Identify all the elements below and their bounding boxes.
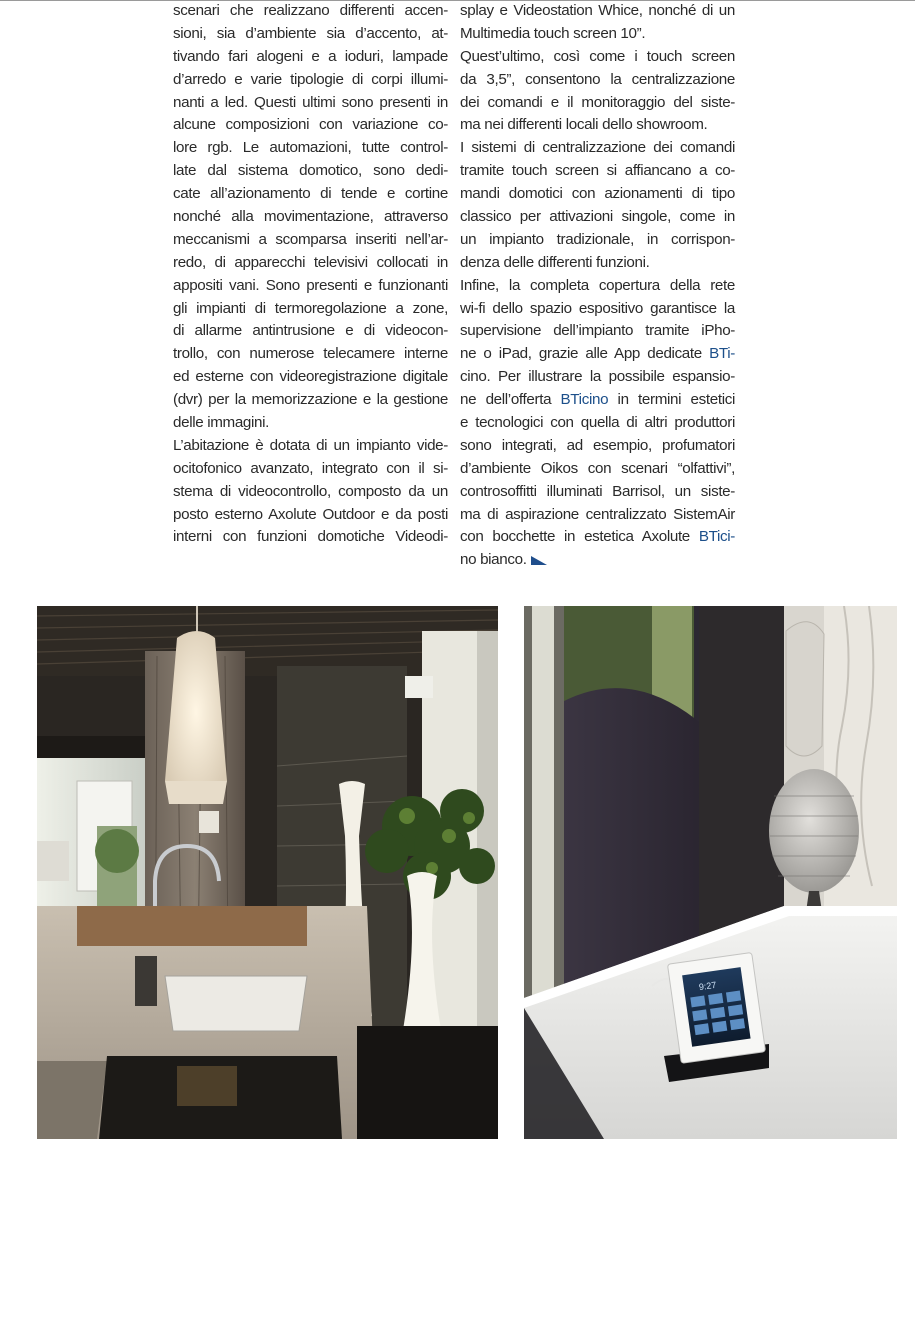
article-line: lore rgb. Le automazioni, tutte control- [173, 139, 448, 157]
article-line: sioni, sia d’ambiente sia d’accento, at- [173, 24, 448, 42]
article-line: e tecnologici con quella di altri produttori [460, 414, 735, 432]
article-line: redo, di apparecchi televisivi collocati in [173, 253, 448, 271]
article-line: un impianto tradizionale, in corrispon- [460, 230, 735, 248]
article-line: classico per attivazioni singole, come in [460, 208, 735, 226]
article-line: supervisione dell’impianto tramite iPho- [460, 322, 735, 340]
touch-screen-photo [524, 606, 897, 1139]
article-line: scenari che realizzano differenti accen- [173, 2, 448, 19]
article-line: L’abitazione è dotata di un impianto vide- [173, 436, 448, 454]
article-line: alcune composizioni con variazione co- [173, 116, 448, 134]
article-line: tivando fari alogeni e a ioduri, lampade [173, 47, 448, 65]
article-line: cate all’azionamento di tende e cortine [173, 185, 448, 203]
article-line: no bianco. [460, 549, 735, 572]
article-line: ne o iPad, grazie alle App dedicate BTi- [460, 345, 735, 363]
article-column-left [173, 0, 448, 549]
article-line: mandi domotici con azionamenti di tipo [460, 185, 735, 203]
article-line: ma di aspirazione centralizzato SistemAir [460, 505, 735, 523]
article-line: nonché alla movimentazione, attraverso [173, 208, 448, 226]
article-line: cino. Per illustrare la possibile espansio- [460, 368, 735, 386]
article-line: controsoffitti illuminati Barrisol, un siste- [460, 482, 735, 500]
article-line: Infine, la completa copertura della rete [460, 276, 735, 294]
kitchen-interior-photo [37, 606, 498, 1139]
article-line: di allarme antintrusione e di videocon- [173, 322, 448, 340]
article-line: Quest’ultimo, così come i touch screen [460, 47, 735, 65]
article-line: posto esterno Axolute Outdoor e da posti [173, 505, 448, 523]
article-line: da 3,5”, consentono la centralizzazione [460, 70, 735, 88]
top-rule [0, 0, 915, 1]
article-line: meccanismi a scomparsa inseriti nell’ar- [173, 230, 448, 248]
article-line: sono integrati, ad esempio, profumatori [460, 436, 735, 454]
touch-screen-readout: 9:27 [698, 979, 717, 993]
article-line: ed esterne con videoregistrazione digitale [173, 368, 448, 386]
article-line: denza delle differenti funzioni. [460, 253, 650, 271]
article-line: (dvr) per la memorizzazione e la gestione [173, 391, 448, 409]
article-line: dei comandi e il monitoraggio del siste- [460, 93, 735, 111]
article-line: nanti a led. Questi ultimi sono presenti in [173, 93, 448, 111]
article-line: con bocchette in estetica Axolute BTici- [460, 528, 735, 546]
article-line: ma nei differenti locali dello showroom. [460, 116, 708, 134]
article-line: I sistemi di centralizzazione dei comandi [460, 139, 735, 157]
article-line: splay e Videostation Whice, nonché di un [460, 2, 735, 19]
end-of-article-icon [531, 556, 547, 565]
article-line: Multimedia touch screen 10”. [460, 24, 646, 42]
article-line: ocitofonico avanzato, integrato con il si- [173, 459, 448, 477]
article-column-right [460, 0, 735, 572]
article-line: delle immagini. [173, 414, 270, 432]
article-line: d’ambiente Oikos con scenari “olfattivi”, [460, 459, 735, 477]
article-line: late dal sistema domotico, sono dedi- [173, 162, 448, 180]
article-line: wi-fi dello spazio espositivo garantisce la [460, 299, 735, 317]
article-line: trollo, con numerose telecamere interne [173, 345, 448, 363]
article-line: d’arredo e varie tipologie di corpi illumi- [173, 70, 448, 88]
article-line: stema di videocontrollo, composto da un [173, 482, 448, 500]
article-line: tramite touch screen si affiancano a co- [460, 162, 735, 180]
article-line: appositi vani. Sono presenti e funzionanti [173, 276, 448, 294]
article-line: ne dell’offerta BTicino in termini estetici [460, 391, 735, 409]
article-line: gli impianti di termoregolazione a zone, [173, 299, 448, 317]
article-line: interni con funzioni domotiche Videodi- [173, 528, 448, 546]
